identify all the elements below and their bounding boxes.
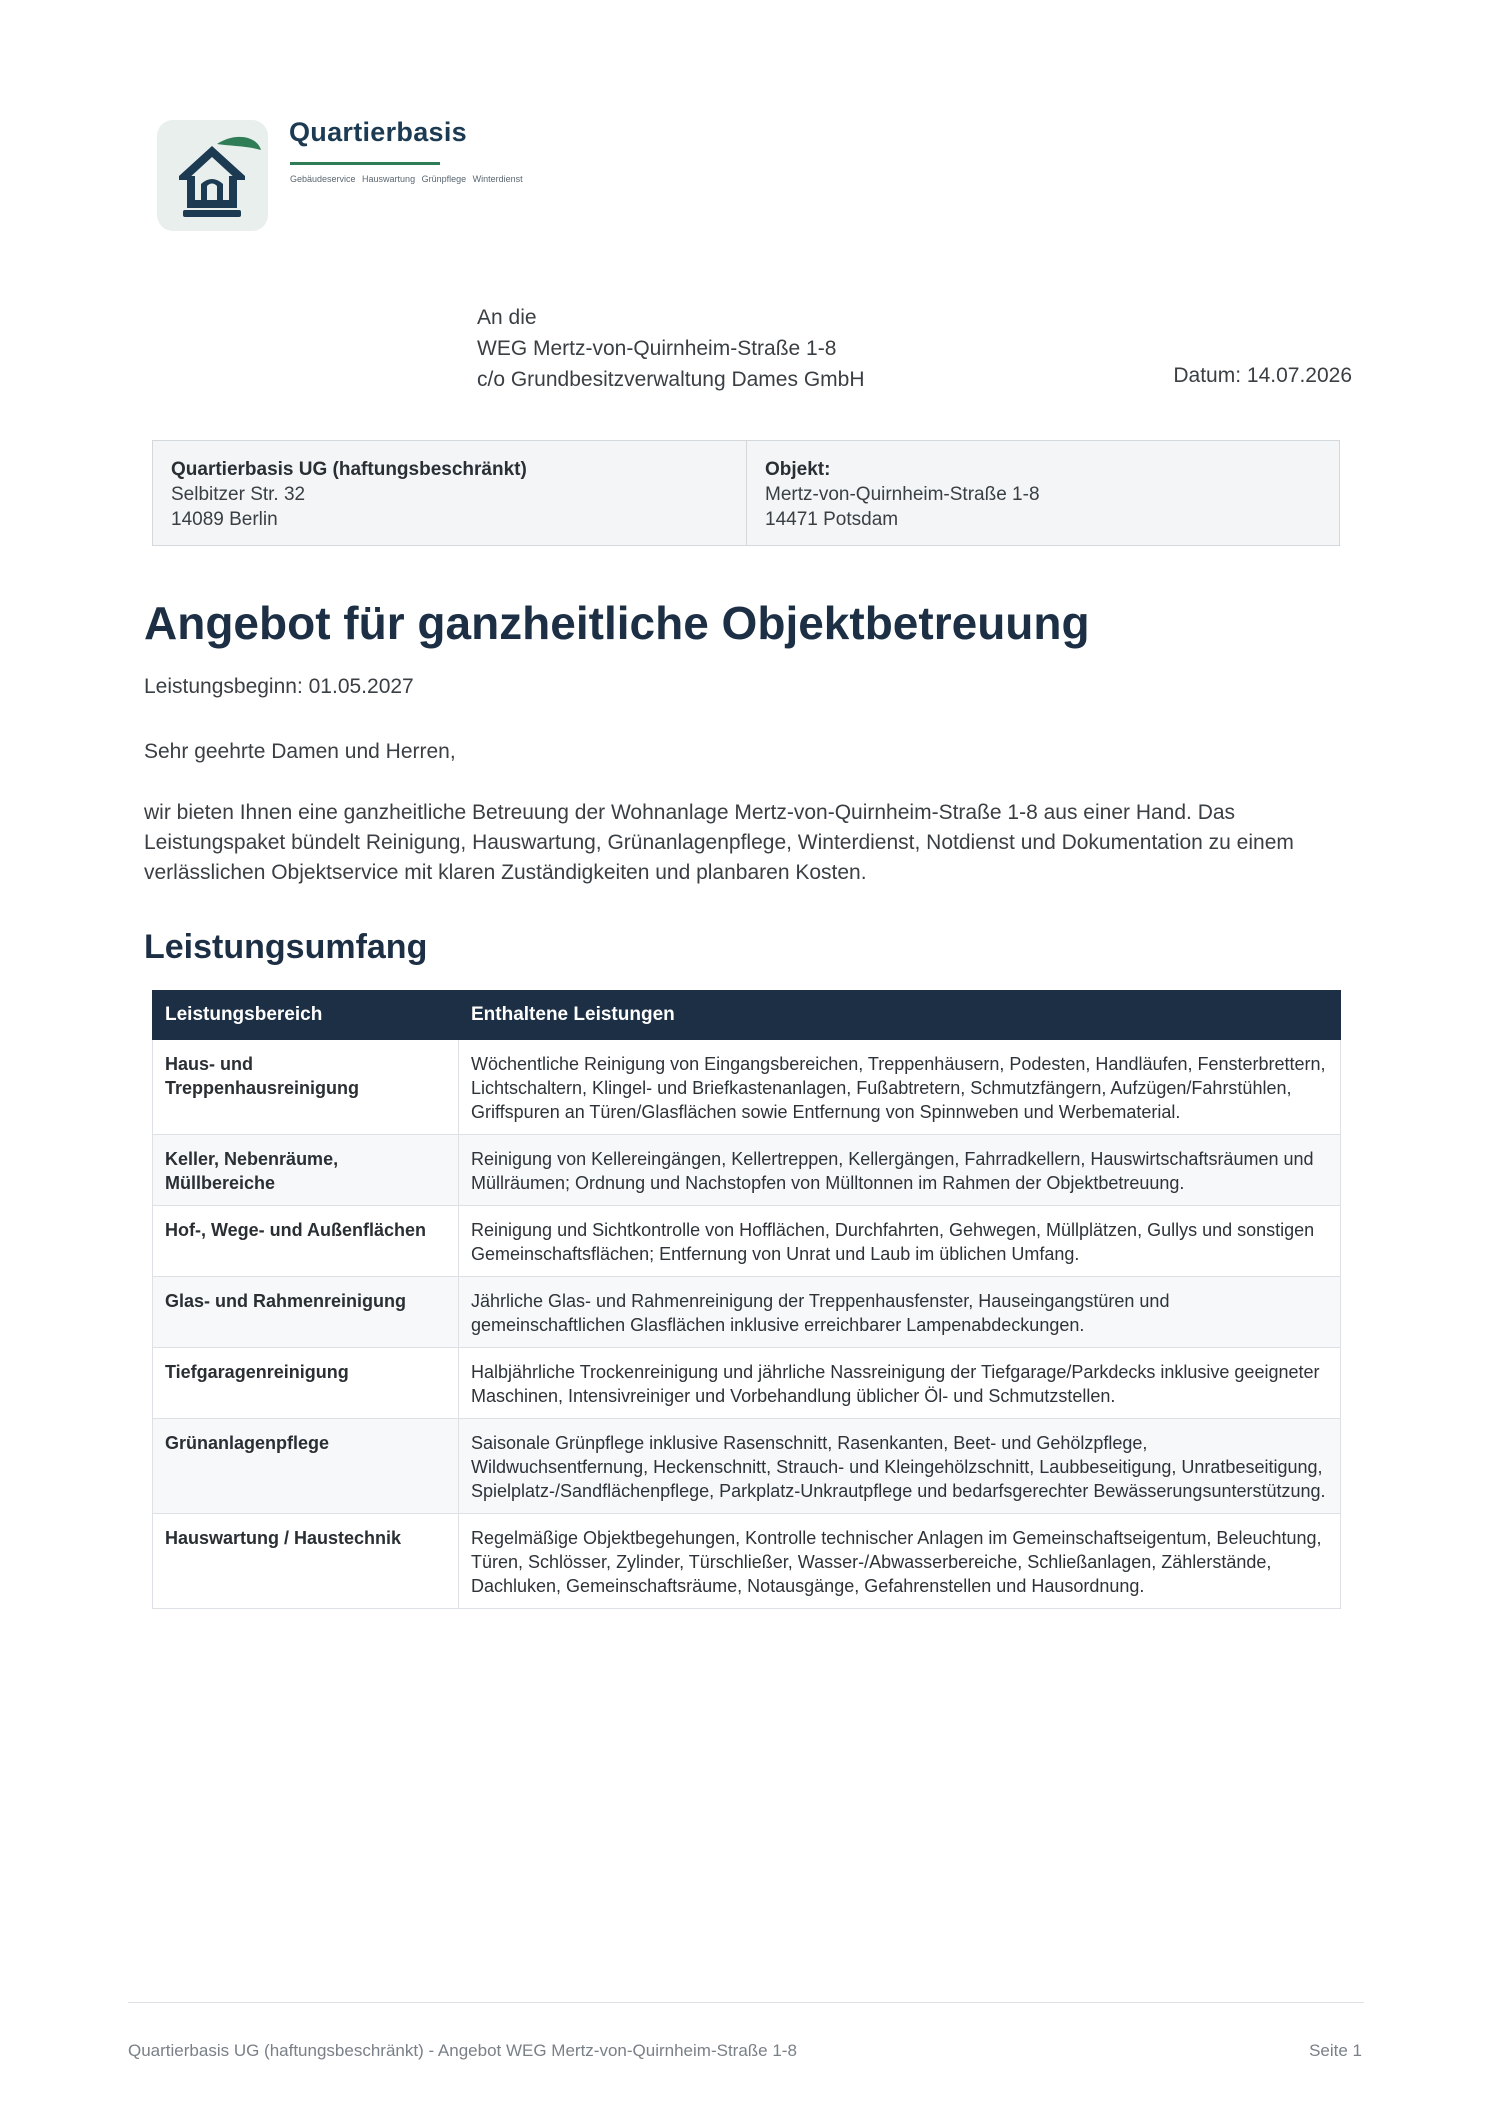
table-row [153, 1135, 1341, 1206]
table-row [153, 1348, 1341, 1419]
table-cell-area: Glas- und Rahmenreinigung [153, 1277, 459, 1348]
services-table [152, 990, 1341, 1609]
table-header-area: Leistungsbereich [153, 991, 459, 1040]
brand-underline [290, 162, 440, 165]
table-row [153, 1419, 1341, 1514]
house-logo-icon [157, 120, 268, 231]
table-cell-area: Tiefgaragenreinigung [153, 1348, 459, 1419]
brand-tagline: Gebäudeservice Hauswartung Grünpflege Winterdienst [290, 174, 523, 184]
recipient-address [477, 302, 865, 395]
table-cell-services: Regelmäßige Objektbegehungen, Kontrolle technischer Anlagen im Gemeinschaftseigentum, Beleuchtung, Türen, Schlösser, Zylinder, Türschließer, Wasser-/Abwasserbereiche, Schließanlagen, Zählerstände, Dachluken, Gemeinschaftsräume, Notausgänge, Gefahrenstellen und Hausordnung. [459, 1514, 1341, 1609]
table-header-row [153, 991, 1341, 1040]
table-row [153, 1514, 1341, 1609]
table-row [153, 1277, 1341, 1348]
object-street: Mertz-von-Quirnheim-Straße 1-8 [765, 484, 1040, 505]
section-title-scope: Leistungsumfang [144, 928, 428, 966]
table-cell-services: Saisonale Grünpflege inklusive Rasenschnitt, Rasenkanten, Beet- und Gehölzpflege, Wildwuchsentfernung, Heckenschnitt, Strauch- und Kleingehölzschnitt, Laubbeseitigung, Unratbeseitigung, Spielplatz-/Sandflächenpflege, Parkplatz-Unkrautpflege und bedarfsgerechter Bewässerungsunterstützung. [459, 1419, 1341, 1514]
document-date: Datum: 14.07.2026 [1173, 364, 1352, 387]
table-row [153, 1206, 1341, 1277]
info-box [152, 440, 1340, 546]
object-cell [747, 441, 1339, 545]
intro-paragraph: wir bieten Ihnen eine ganzheitliche Betreuung der Wohnanlage Mertz-von-Quirnheim-Straße 1-8 aus einer Hand. Das Leistungspaket bündelt Reinigung, Hauswartung, Grünanlagenpflege, Winterdienst, Notdienst und Dokumentation zu einem verlässlichen Objektservice mit klaren Zuständigkeiten und planbaren Kosten. [144, 801, 1294, 884]
table-cell-services: Halbjährliche Trockenreinigung und jährliche Nassreinigung der Tiefgarage/Parkdecks inklusive geeigneter Maschinen, Intensivreiniger und Vorbehandlung üblicher Öl- und Schmutzstellen. [459, 1348, 1341, 1419]
object-label: Objekt: [765, 459, 831, 480]
object-city: 14471 Potsdam [765, 509, 899, 530]
offer-headline: Angebot für ganzheitliche Objektbetreuung [144, 597, 1090, 649]
service-start: Leistungsbeginn: 01.05.2027 [144, 675, 414, 698]
footer-divider [128, 2002, 1364, 2003]
footer-text: Quartierbasis UG (haftungsbeschränkt) - Angebot WEG Mertz-von-Quirnheim-Straße 1-8 [128, 2041, 797, 2060]
table-cell-area: Grünanlagenpflege [153, 1419, 459, 1514]
greeting: Sehr geehrte Damen und Herren, [144, 740, 456, 763]
table-cell-services: Wöchentliche Reinigung von Eingangsbereichen, Treppenhäusern, Podesten, Handläufen, Fensterbrettern, Lichtschaltern, Klingel- und Briefkastenanlagen, Fußabtretern, Schmutzfängern, Aufzügen/Fahrstühlen, Griffspuren an Türen/Glasflächen sowie Entfernung von Spinnweben und Werbematerial. [459, 1040, 1341, 1135]
recipient-line-2: WEG Mertz-von-Quirnheim-Straße 1-8 [477, 337, 837, 360]
recipient-line-1: An die [477, 306, 537, 329]
company-logo [157, 120, 268, 231]
table-cell-area: Hof-, Wege- und Außenflächen [153, 1206, 459, 1277]
table-cell-area: Keller, Nebenräume, Müllbereiche [153, 1135, 459, 1206]
table-cell-services: Reinigung und Sichtkontrolle von Hofflächen, Durchfahrten, Gehwegen, Müllplätzen, Gullys und sonstigen Gemeinschaftsflächen; Entfernung von Unrat und Laub im üblichen Umfang. [459, 1206, 1341, 1277]
table-cell-services: Reinigung von Kellereingängen, Kellertreppen, Kellergängen, Fahrradkellern, Hauswirtschaftsräumen und Müllräumen; Ordnung und Nachstopfen von Mülltonnen im Rahmen der Objektbetreuung. [459, 1135, 1341, 1206]
recipient-line-3: c/o Grundbesitzverwaltung Dames GmbH [477, 368, 865, 391]
page-number: Seite 1 [1309, 2041, 1362, 2060]
sender-name: Quartierbasis UG (haftungsbeschränkt) [171, 459, 527, 480]
table-header-services: Enthaltene Leistungen [459, 991, 1341, 1040]
sender-street: Selbitzer Str. 32 [171, 484, 306, 505]
sender-cell [153, 441, 747, 545]
table-row [153, 1040, 1341, 1135]
table-cell-area: Haus- und Treppenhausreinigung [153, 1040, 459, 1135]
brand-name: Quartierbasis [289, 117, 467, 147]
table-cell-area: Hauswartung / Haustechnik [153, 1514, 459, 1609]
sender-city: 14089 Berlin [171, 509, 278, 530]
table-cell-services: Jährliche Glas- und Rahmenreinigung der Treppenhausfenster, Hauseingangstüren und gemeinschaftlichen Glasflächen inklusive erreichbarer Lampenabdeckungen. [459, 1277, 1341, 1348]
